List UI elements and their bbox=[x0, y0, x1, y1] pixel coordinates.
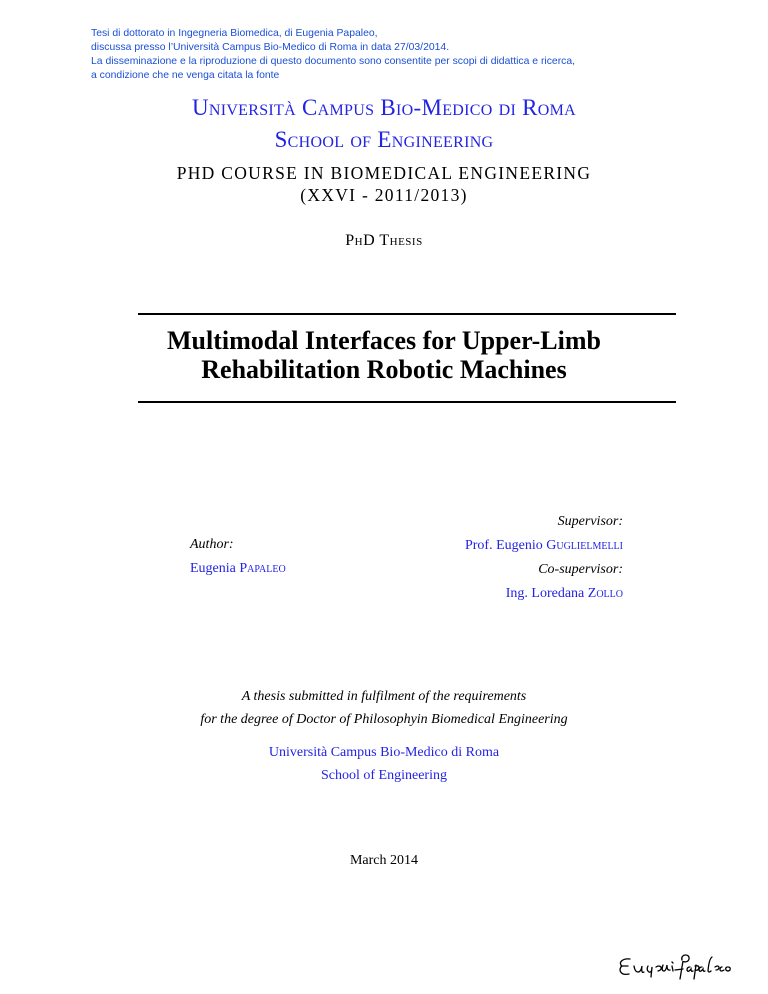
supervisor-label: Supervisor: bbox=[557, 514, 623, 529]
title-line: Multimodal Interfaces for Upper-Limb bbox=[166, 326, 601, 355]
author-block bbox=[190, 533, 286, 581]
cosupervisor-label: Co-supervisor: bbox=[538, 562, 623, 577]
course-heading bbox=[0, 162, 768, 206]
institution-block[interactable] bbox=[0, 741, 768, 787]
title-rule-bottom bbox=[138, 401, 676, 403]
supervisor-name-link[interactable] bbox=[465, 534, 623, 558]
notice-line: discussa presso l’Università Campus Bio-Medico di Roma in data 27/03/2014. bbox=[91, 42, 450, 53]
institution-name[interactable]: Università Campus Bio-Medico di Roma bbox=[268, 745, 500, 760]
author-first-name[interactable]: Eugenia bbox=[190, 561, 236, 576]
supervisor-block bbox=[465, 510, 623, 606]
degree-statement bbox=[0, 685, 768, 731]
author-last-name[interactable]: Papaleo bbox=[239, 561, 286, 576]
notice-line: La disseminazione e la riproduzione di questo documento sono consentite per scopi di didattica e ricerca, bbox=[91, 56, 576, 67]
handwritten-signature bbox=[616, 950, 740, 982]
thesis-type: PhD Thesis bbox=[345, 232, 423, 249]
author-label: Author: bbox=[190, 537, 234, 552]
university-header[interactable] bbox=[0, 92, 768, 156]
degree-line: for the degree of Doctor of Philosophyin Biomedical Engineering bbox=[200, 712, 568, 727]
submission-date: March 2014 bbox=[349, 853, 419, 868]
university-name[interactable]: Università Campus Bio-Medico di Roma bbox=[191, 95, 577, 120]
school-name[interactable]: School of Engineering bbox=[274, 127, 494, 152]
course-line: PHD COURSE IN BIOMEDICAL ENGINEERING bbox=[176, 163, 592, 183]
notice-line: a condizione che ne venga citata la fonte bbox=[91, 70, 280, 81]
copyright-notice bbox=[91, 27, 691, 83]
supervisor-last-name[interactable]: Guglielmelli bbox=[546, 538, 623, 553]
cosupervisor-name-link[interactable] bbox=[465, 582, 623, 606]
thesis-title bbox=[0, 326, 768, 384]
supervisor-first-name[interactable]: Prof. Eugenio bbox=[464, 538, 543, 553]
title-line: Rehabilitation Robotic Machines bbox=[201, 355, 567, 384]
cosupervisor-first-name[interactable]: Ing. Loredana bbox=[505, 586, 585, 601]
cosupervisor-last-name[interactable]: Zollo bbox=[587, 586, 623, 601]
title-rule-top bbox=[138, 313, 676, 315]
institution-school[interactable]: School of Engineering bbox=[321, 768, 447, 783]
degree-line: A thesis submitted in fulfilment of the requirements bbox=[241, 689, 527, 704]
author-name-link[interactable] bbox=[190, 557, 286, 581]
course-years: (XXVI - 2011/2013) bbox=[300, 185, 468, 205]
notice-line: Tesi di dottorato in Ingegneria Biomedica, di Eugenia Papaleo, bbox=[91, 28, 378, 39]
